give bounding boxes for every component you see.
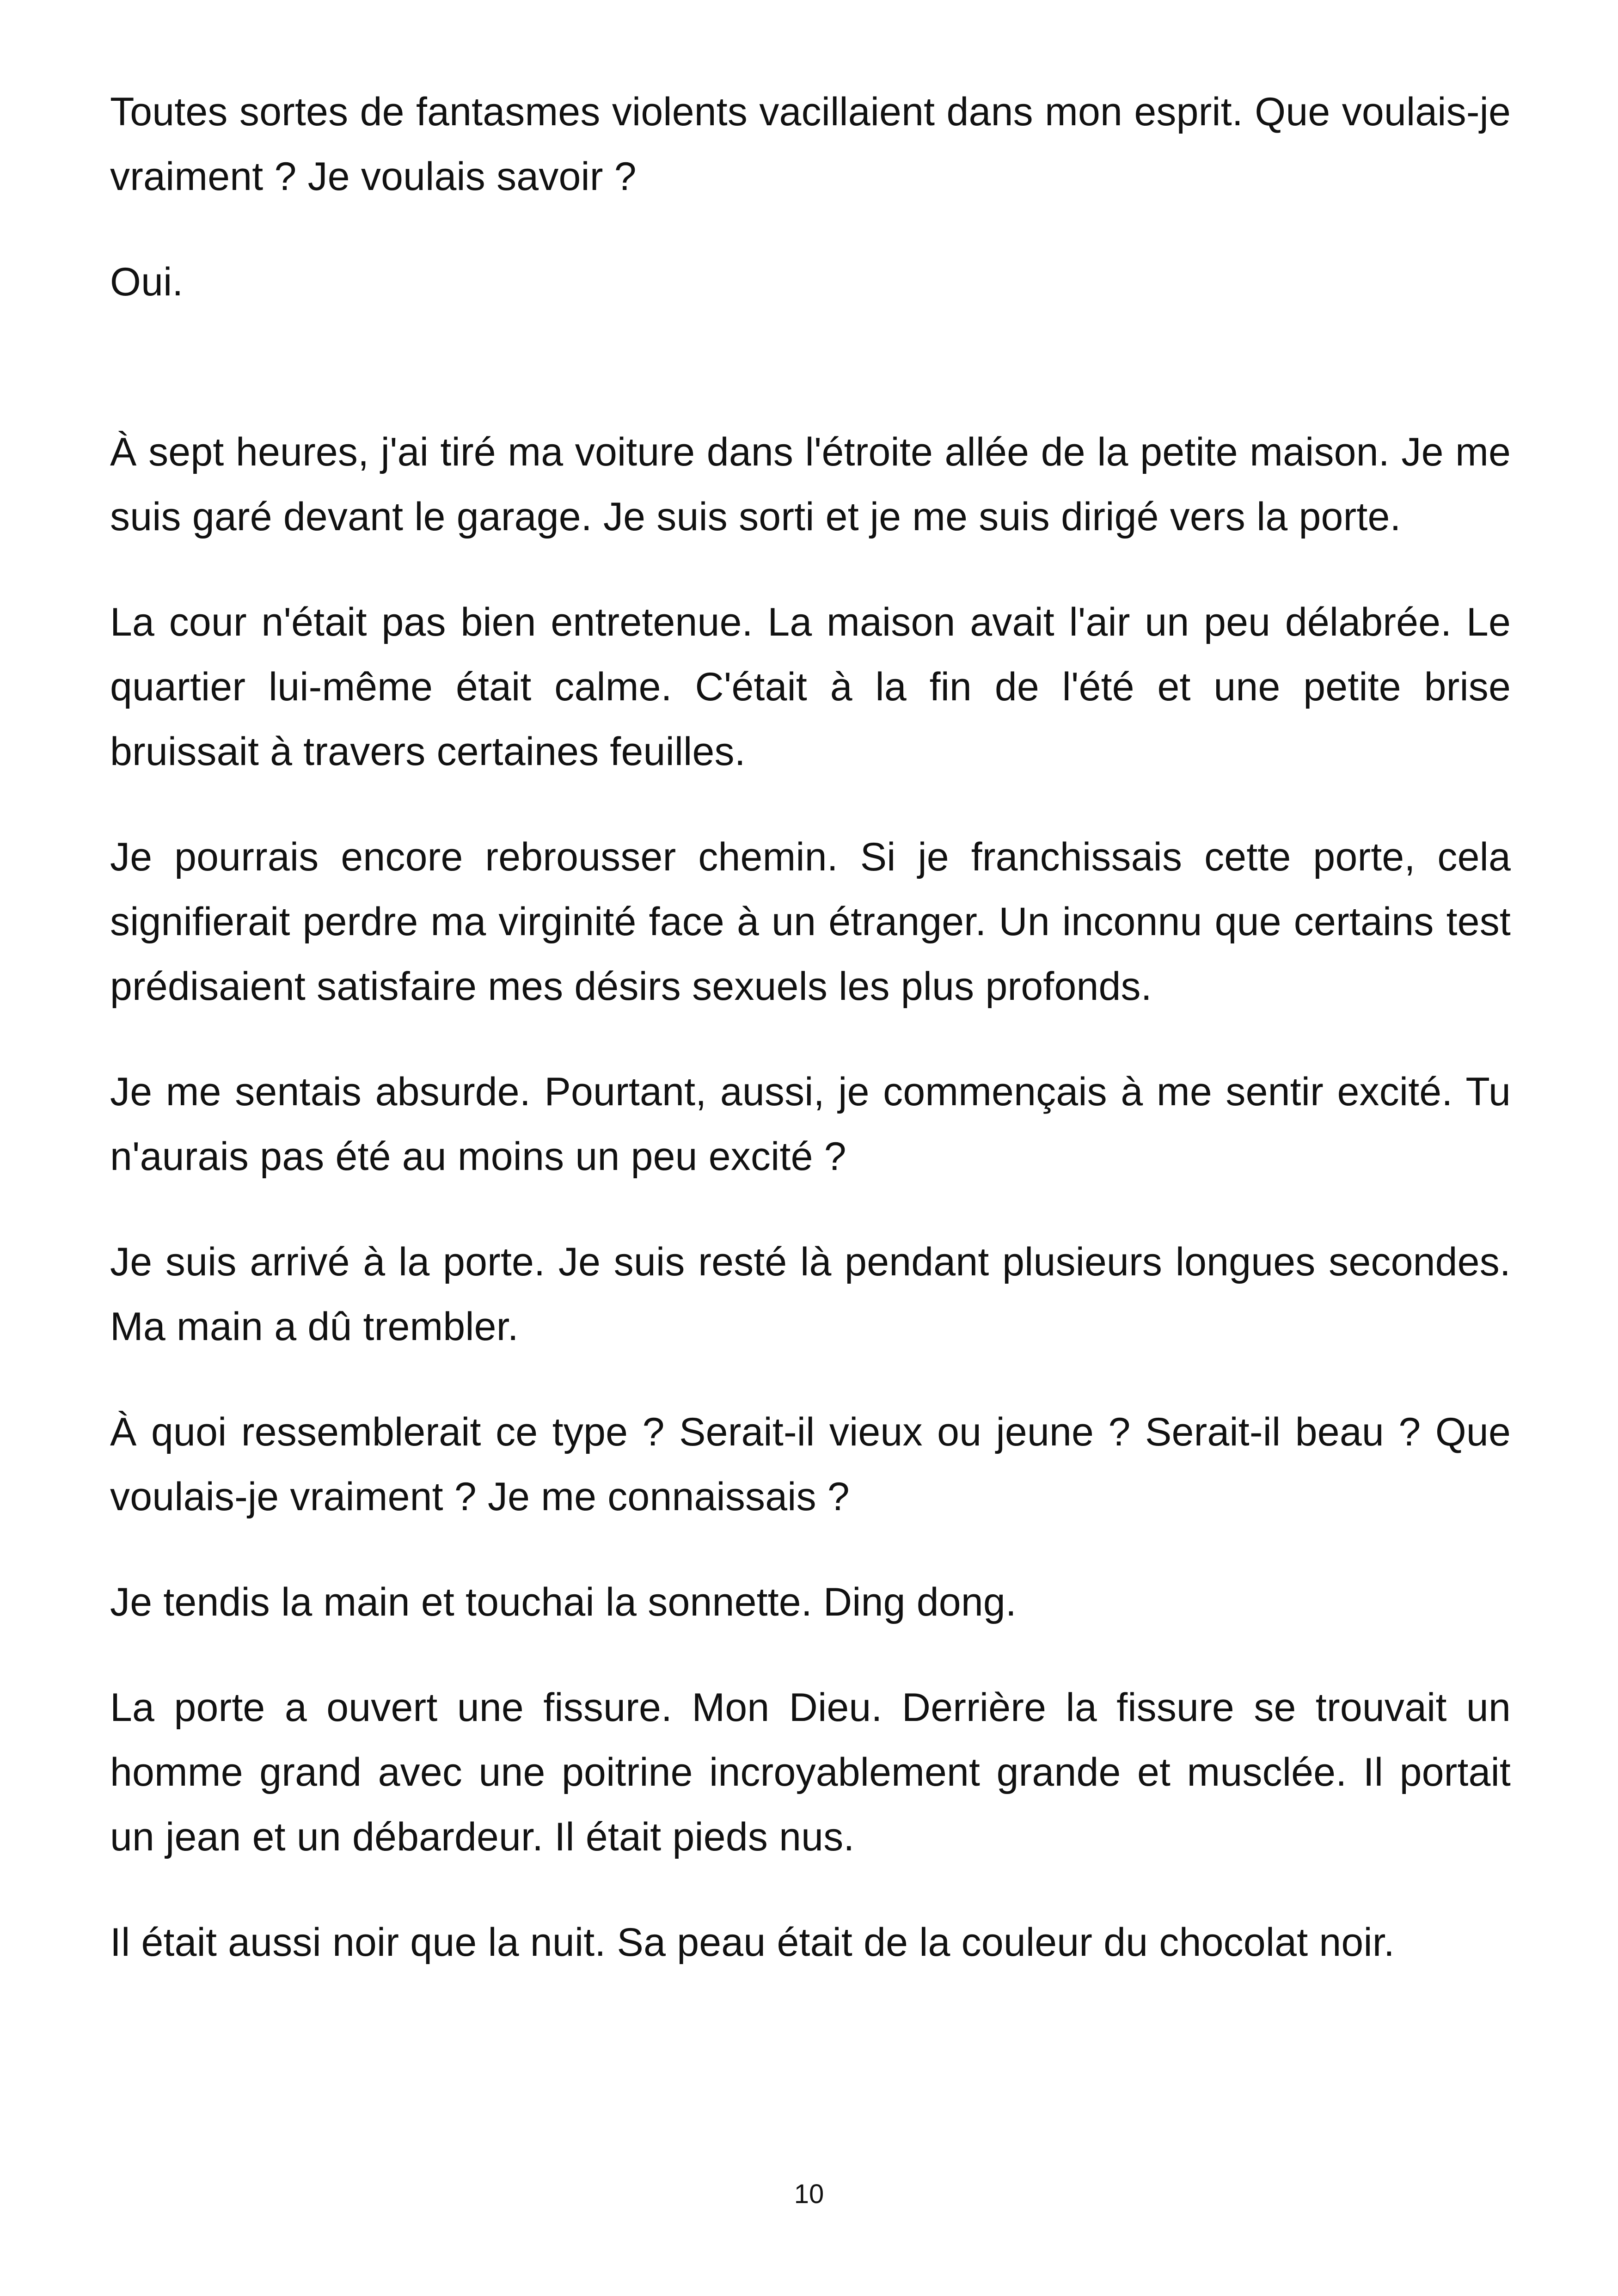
paragraph: La cour n'était pas bien entretenue. La maison avait l'air un peu délabrée. Le quartier lui-même était calme. C'était à la fin de l'été et une petite brise bruissait à travers certaines feuilles. bbox=[110, 600, 1511, 774]
paragraph: Je suis arrivé à la porte. Je suis resté là pendant plusieurs longues secondes. Ma main a dû trembler. bbox=[110, 1240, 1511, 1349]
paragraph: Oui. bbox=[110, 260, 184, 304]
paragraph: Je tendis la main et touchai la sonnette. Ding dong. bbox=[110, 1580, 1017, 1624]
page-number: 10 bbox=[794, 2179, 824, 2209]
paragraph: À sept heures, j'ai tiré ma voiture dans l'étroite allée de la petite maison. Je me suis garé devant le garage. Je suis sorti et je me suis dirigé vers la porte. bbox=[110, 430, 1511, 539]
page-body bbox=[110, 80, 1511, 2015]
section-break bbox=[110, 355, 1511, 420]
paragraph: À quoi ressemblerait ce type ? Serait-il vieux ou jeune ? Serait-il beau ? Que voulais-je vraiment ? Je me connaissais ? bbox=[110, 1410, 1511, 1519]
paragraph: Je pourrais encore rebrousser chemin. Si je franchissais cette porte, cela signifierait perdre ma virginité face à un étranger. Un inconnu que certains test prédisaient satisfaire mes désirs sexuels les plus profonds. bbox=[110, 835, 1511, 1009]
paragraph: Il était aussi noir que la nuit. Sa peau était de la couleur du chocolat noir. bbox=[110, 1920, 1395, 1965]
paragraph: Je me sentais absurde. Pourtant, aussi, je commençais à me sentir excité. Tu n'aurais pas été au moins un peu excité ? bbox=[110, 1070, 1511, 1179]
paragraph: La porte a ouvert une fissure. Mon Dieu. Derrière la fissure se trouvait un homme grand avec une poitrine incroyablement grande et musclée. Il portait un jean et un débardeur. Il était pieds nus. bbox=[110, 1685, 1511, 1859]
paragraph: Toutes sortes de fantasmes violents vacillaient dans mon esprit. Que voulais-je vraiment ? Je voulais savoir ? bbox=[110, 90, 1511, 199]
